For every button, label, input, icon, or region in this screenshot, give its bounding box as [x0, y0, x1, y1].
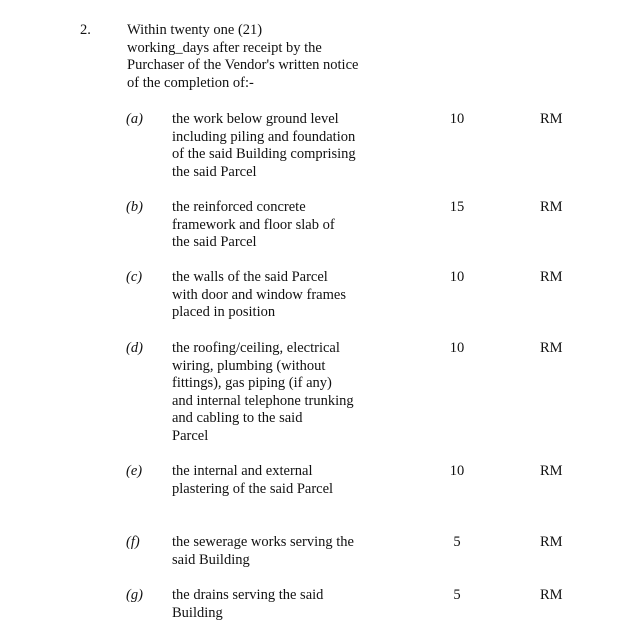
item-label: (b) [126, 199, 143, 215]
item-description-line: the drains serving the said [172, 587, 324, 603]
item-label: (d) [126, 340, 143, 356]
item-description-line: the walls of the said Parcel [172, 269, 328, 285]
item-description-line: Parcel [172, 427, 209, 444]
item-percentage: 10 [449, 269, 465, 285]
item-description-line: plastering of the said Parcel [172, 480, 334, 497]
item-currency: RM [540, 463, 563, 479]
item-description [172, 587, 392, 622]
item-description-line: the internal and external [172, 463, 313, 479]
item-currency: RM [540, 199, 563, 215]
item-description-line: the said Parcel [172, 234, 257, 251]
clause-intro-line: of the completion of:- [127, 74, 254, 91]
item-description-line: the said Parcel [172, 163, 257, 180]
item-percentage: 15 [449, 199, 465, 215]
item-label: (a) [126, 111, 143, 127]
item-label: (c) [126, 269, 143, 285]
item-description-line: including piling and foundation [172, 128, 356, 145]
item-currency: RM [540, 111, 563, 127]
item-description-line: the roofing/ceiling, electrical [172, 340, 340, 356]
item-percentage: 10 [449, 111, 465, 127]
item-description [172, 111, 392, 181]
item-description-line: Building [172, 604, 223, 621]
clause-intro-line: Purchaser of the Vendor's written notice [127, 57, 359, 74]
clause-intro-line: working_days after receipt by the [127, 39, 322, 56]
item-description-line: the work below ground level [172, 111, 339, 127]
item-description-line: and cabling to the said [172, 410, 303, 427]
item-description [172, 269, 392, 322]
item-description [172, 340, 392, 446]
item-percentage: 10 [449, 463, 465, 479]
clause-intro [127, 22, 387, 92]
item-description-line: framework and floor slab of [172, 216, 335, 233]
item-percentage: 10 [449, 340, 465, 356]
item-percentage: 5 [453, 534, 461, 550]
item-description [172, 534, 392, 569]
item-description [172, 463, 392, 498]
item-description-line: and internal telephone trunking [172, 392, 354, 409]
item-currency: RM [540, 587, 563, 603]
item-label: (f) [126, 534, 140, 550]
item-label: (g) [126, 587, 143, 603]
item-percentage: 5 [453, 587, 461, 603]
clause-intro-line: Within twenty one (21) [127, 22, 263, 38]
item-description-line: fittings), gas piping (if any) [172, 375, 332, 392]
item-description-line: placed in position [172, 304, 276, 321]
item-currency: RM [540, 340, 563, 356]
item-description-line: of the said Building comprising [172, 146, 356, 163]
item-currency: RM [540, 269, 563, 285]
item-currency: RM [540, 534, 563, 550]
item-description [172, 199, 392, 252]
item-description-line: said Building [172, 551, 250, 568]
item-label: (e) [126, 463, 143, 479]
item-description-line: with door and window frames [172, 286, 346, 303]
item-description-line: the reinforced concrete [172, 199, 306, 215]
clause-number: 2. [80, 22, 91, 38]
item-description-line: wiring, plumbing (without [172, 357, 326, 374]
item-description-line: the sewerage works serving the [172, 534, 354, 550]
